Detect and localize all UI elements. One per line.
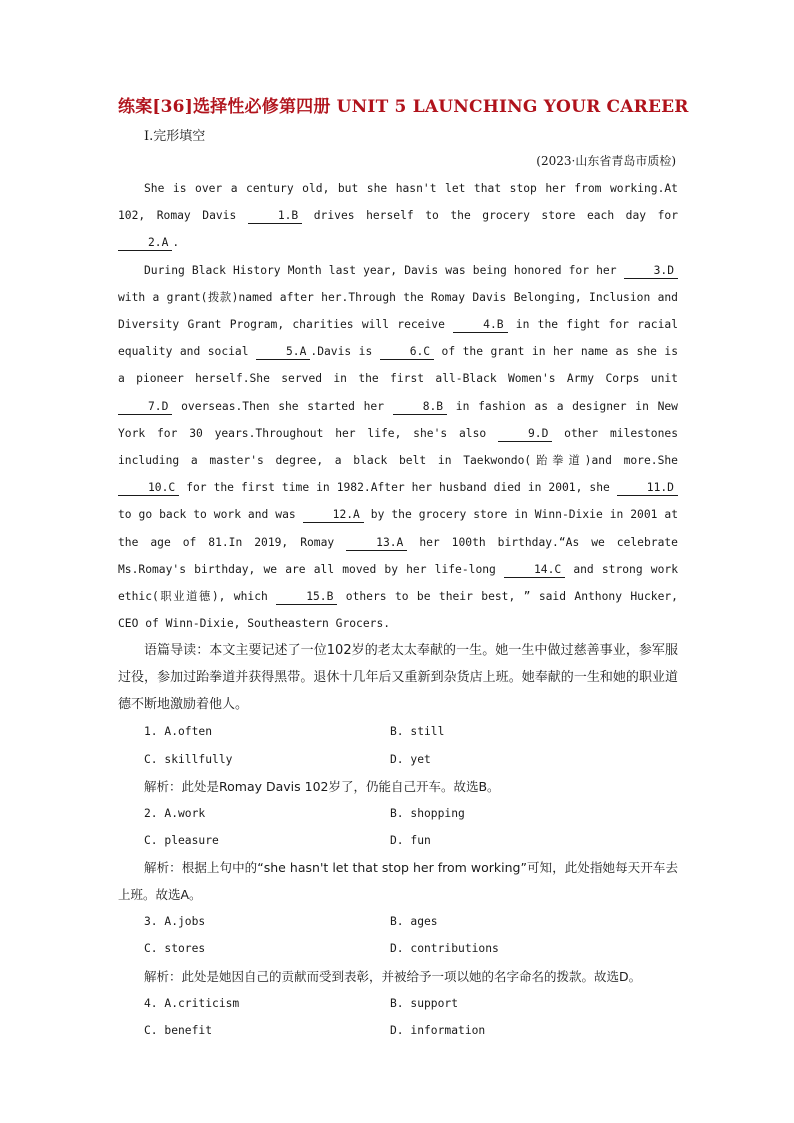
- option-row: [118, 800, 678, 827]
- option-row: [118, 746, 678, 773]
- answer-blank: 3.D: [624, 264, 678, 279]
- option-a: 4. A.criticism: [144, 996, 240, 1010]
- passage-text: by the grocery store in Winn-Dixie in 2001 at the age of 81.In 2019, Romay: [118, 508, 678, 549]
- answer-blank: 12.A: [303, 508, 364, 523]
- option-d: D. fun: [390, 834, 431, 848]
- answer-blank: 10.C: [118, 481, 179, 496]
- explanation: 解析：根据上句中的“she hasn't let that stop her from working”可知，此处指她每天开车去上班。故选A。: [118, 860, 678, 903]
- explanation: 解析：此处是她因自己的贡献而受到表彰，并被给予一项以她的名字命名的拨款。故选D。: [144, 968, 642, 984]
- option-b: B. shopping: [390, 806, 465, 820]
- option-a: 1. A.often: [144, 725, 213, 739]
- passage-text: with a grant(拨款)named after her.Through the Romay Davis Belonging, Inclusion and Diversity Grant Program, charities will receive: [118, 290, 678, 332]
- option-c: C. skillfully: [144, 752, 233, 766]
- passage-text: her 100th birthday.“As we celebrate Ms.Romay's birthday, we are all moved by her life-long: [118, 535, 678, 576]
- option-row: [118, 1017, 678, 1044]
- explanation: 解析：此处是Romay Davis 102岁了，仍能自己开车。故选B。: [144, 778, 500, 794]
- option-row: [118, 990, 678, 1017]
- passage-text: of the grant in her name as she is a pioneer herself.She served in the first all-Black Women's Army Corps unit: [118, 345, 679, 386]
- answer-blank: 11.D: [617, 481, 678, 496]
- answer-blank: 9.D: [498, 427, 552, 442]
- passage-text: .: [172, 236, 180, 250]
- option-row: [118, 935, 678, 962]
- reading-guide: 语篇导读：本文主要记述了一位102岁的老太太奉献的一生。她一生中做过慈善事业，参军服过役，参加过跆拳道并获得黑带。退休十几年后又重新到杂货店上班。她奉献的一生和她的职业道德不断地激励着他人。: [118, 643, 678, 713]
- answer-blank: 8.B: [393, 400, 447, 415]
- question-item: [118, 800, 678, 854]
- passage-text: drives herself to the grocery store each day for: [302, 209, 679, 223]
- worksheet-page: [118, 92, 689, 1044]
- passage-text: in fashion as a designer in New York for 30 years.Throughout her life, she's also: [118, 399, 678, 440]
- passage-text: for the first time in 1982.After her husband died in 2001, she: [179, 481, 617, 495]
- answer-blank: 6.C: [380, 345, 434, 360]
- page-title: 练案[36]选择性必修第四册 UNIT 5 LAUNCHING YOUR CAREER: [118, 97, 689, 117]
- section-heading: Ⅰ.完形填空: [144, 129, 206, 144]
- passage-text: .Davis is: [310, 345, 380, 359]
- passage-text: and strong work ethic(职业道德), which: [118, 562, 678, 604]
- option-b: B. ages: [390, 915, 438, 929]
- option-c: C. pleasure: [144, 834, 219, 848]
- answer-blank: 7.D: [118, 400, 172, 415]
- option-b: B. support: [390, 996, 459, 1010]
- passage-text: to go back to work and was: [118, 508, 303, 522]
- passage-text: She is over a century old, but she hasn't let that stop her from working.At 102, Romay Davis: [118, 182, 678, 223]
- answer-blank: 5.A: [256, 345, 310, 360]
- passage-paragraph-2: [118, 257, 678, 638]
- passage-text: other milestones including a master's degree, a black belt in Taekwondo(跆拳道)and more.She: [118, 426, 678, 468]
- option-row: [118, 827, 678, 854]
- passage-text: overseas.Then she started her: [172, 399, 393, 413]
- option-c: C. stores: [144, 942, 206, 956]
- cloze-passage: [118, 175, 678, 637]
- answer-blank: 15.B: [276, 590, 337, 605]
- answer-blank: 2.A: [118, 236, 172, 251]
- passage-text: During Black History Month last year, Davis was being honored for her: [144, 263, 624, 277]
- option-d: D. yet: [390, 752, 431, 766]
- option-row: [118, 718, 678, 745]
- answer-blank: 1.B: [248, 209, 302, 224]
- option-a: 3. A.jobs: [144, 915, 206, 929]
- question-item: [118, 718, 678, 772]
- option-a: 2. A.work: [144, 806, 206, 820]
- passage-paragraph-1: [118, 175, 678, 257]
- answer-blank: 14.C: [504, 563, 565, 578]
- option-d: D. contributions: [390, 942, 499, 956]
- question-list: [118, 718, 678, 1044]
- option-c: C. benefit: [144, 1023, 213, 1037]
- source-note: (2023·山东省青岛市质检): [536, 154, 676, 168]
- passage-text: in the fight for racial equality and social: [118, 318, 679, 359]
- question-item: [118, 990, 678, 1044]
- option-b: B. still: [390, 725, 445, 739]
- answer-blank: 4.B: [453, 318, 507, 333]
- passage-text: others to be their best, ” said Anthony Hucker, CEO of Winn-Dixie, Southeastern Grocers.: [118, 590, 678, 631]
- answer-blank: 13.A: [346, 536, 407, 551]
- option-row: [118, 908, 678, 935]
- question-item: [118, 908, 678, 962]
- option-d: D. information: [390, 1023, 486, 1037]
